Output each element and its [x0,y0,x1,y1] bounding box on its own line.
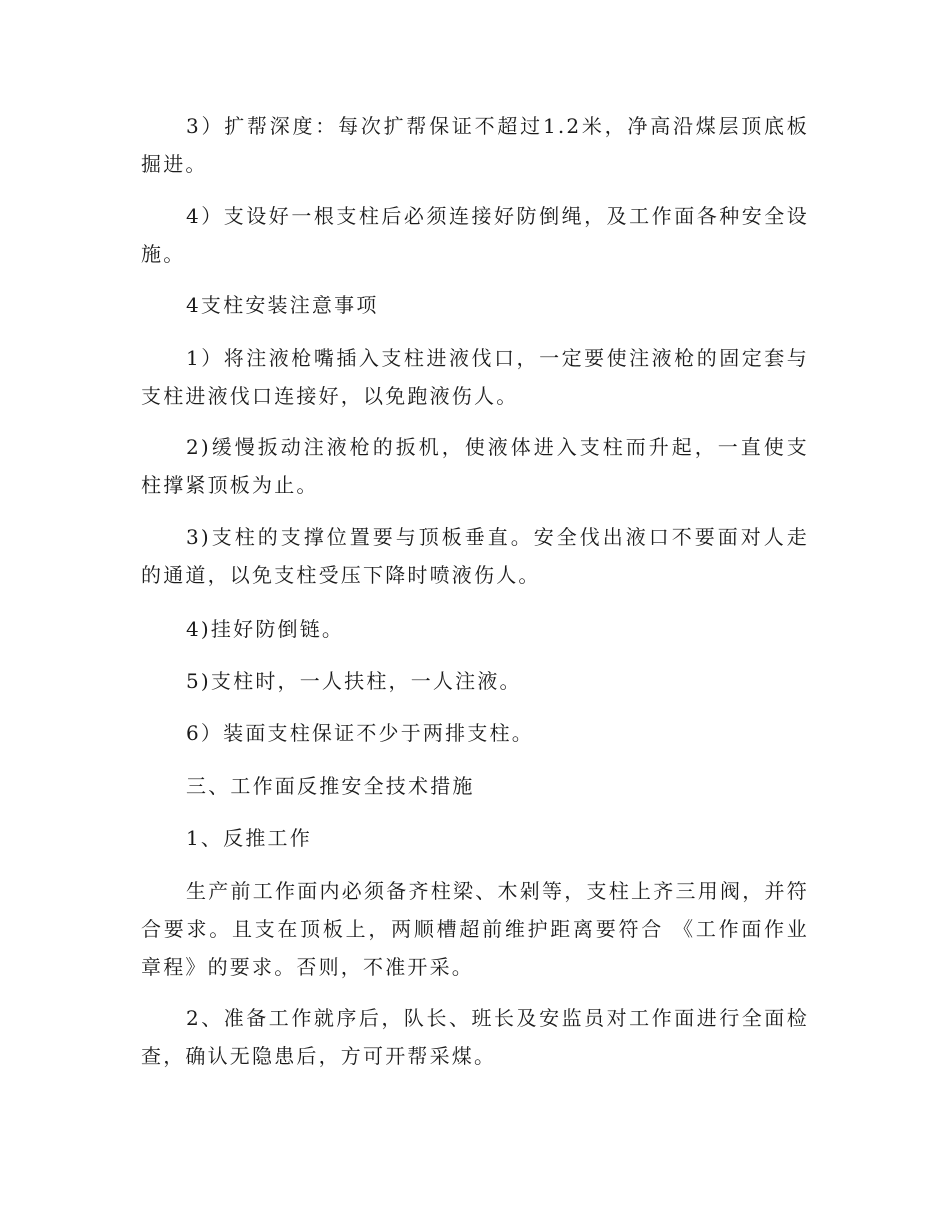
paragraph-two-rows: 6）装面支柱保证不少于两排支柱。 [186,721,534,745]
paragraph-anti-fall-chain: 4)挂好防倒链。 [186,617,345,641]
paragraph-expansion-depth: 3）扩帮深度：每次扩帮保证不超过1.2米，净高沿煤层顶底板掘进。 [141,114,809,176]
paragraph-support-position: 3)支柱的支撑位置要与顶板垂直。安全伐出液口不要面对人走的通道，以免支柱受压下降时喷液伤人。 [141,525,809,587]
subheading-reverse-push-work: 1、反推工作 [186,826,312,850]
paragraph-two-persons: 5)支柱时，一人扶柱，一人注液。 [186,669,522,693]
section-heading-reverse-push: 三、工作面反推安全技术措施 [186,774,475,798]
paragraph-trigger: 2)缓慢扳动注液枪的扳机，使液体进入支柱而升起，一直使支柱撑紧顶板为止。 [141,435,809,497]
section-heading-prop-installation: 4支柱安装注意事项 [186,293,379,317]
paragraph-anti-fall-rope: 4）支设好一根支柱后必须连接好防倒绳，及工作面各种安全设施。 [141,204,809,266]
paragraph-injection-gun: 1）将注液枪嘴插入支柱进液伐口，一定要使注液枪的固定套与支柱进液伐口连接好，以免跑液伤人。 [141,346,809,408]
paragraph-inspection: 2、准备工作就序后，队长、班长及安监员对工作面进行全面检查，确认无隐患后，方可开帮采煤。 [141,1006,809,1068]
paragraph-pre-production: 生产前工作面内必须备齐柱梁、木剁等，支柱上齐三用阀，并符合要求。且支在顶板上，两顺槽超前维护距离要符合 《工作面作业章程》的要求。否则，不准开采。 [141,879,809,979]
